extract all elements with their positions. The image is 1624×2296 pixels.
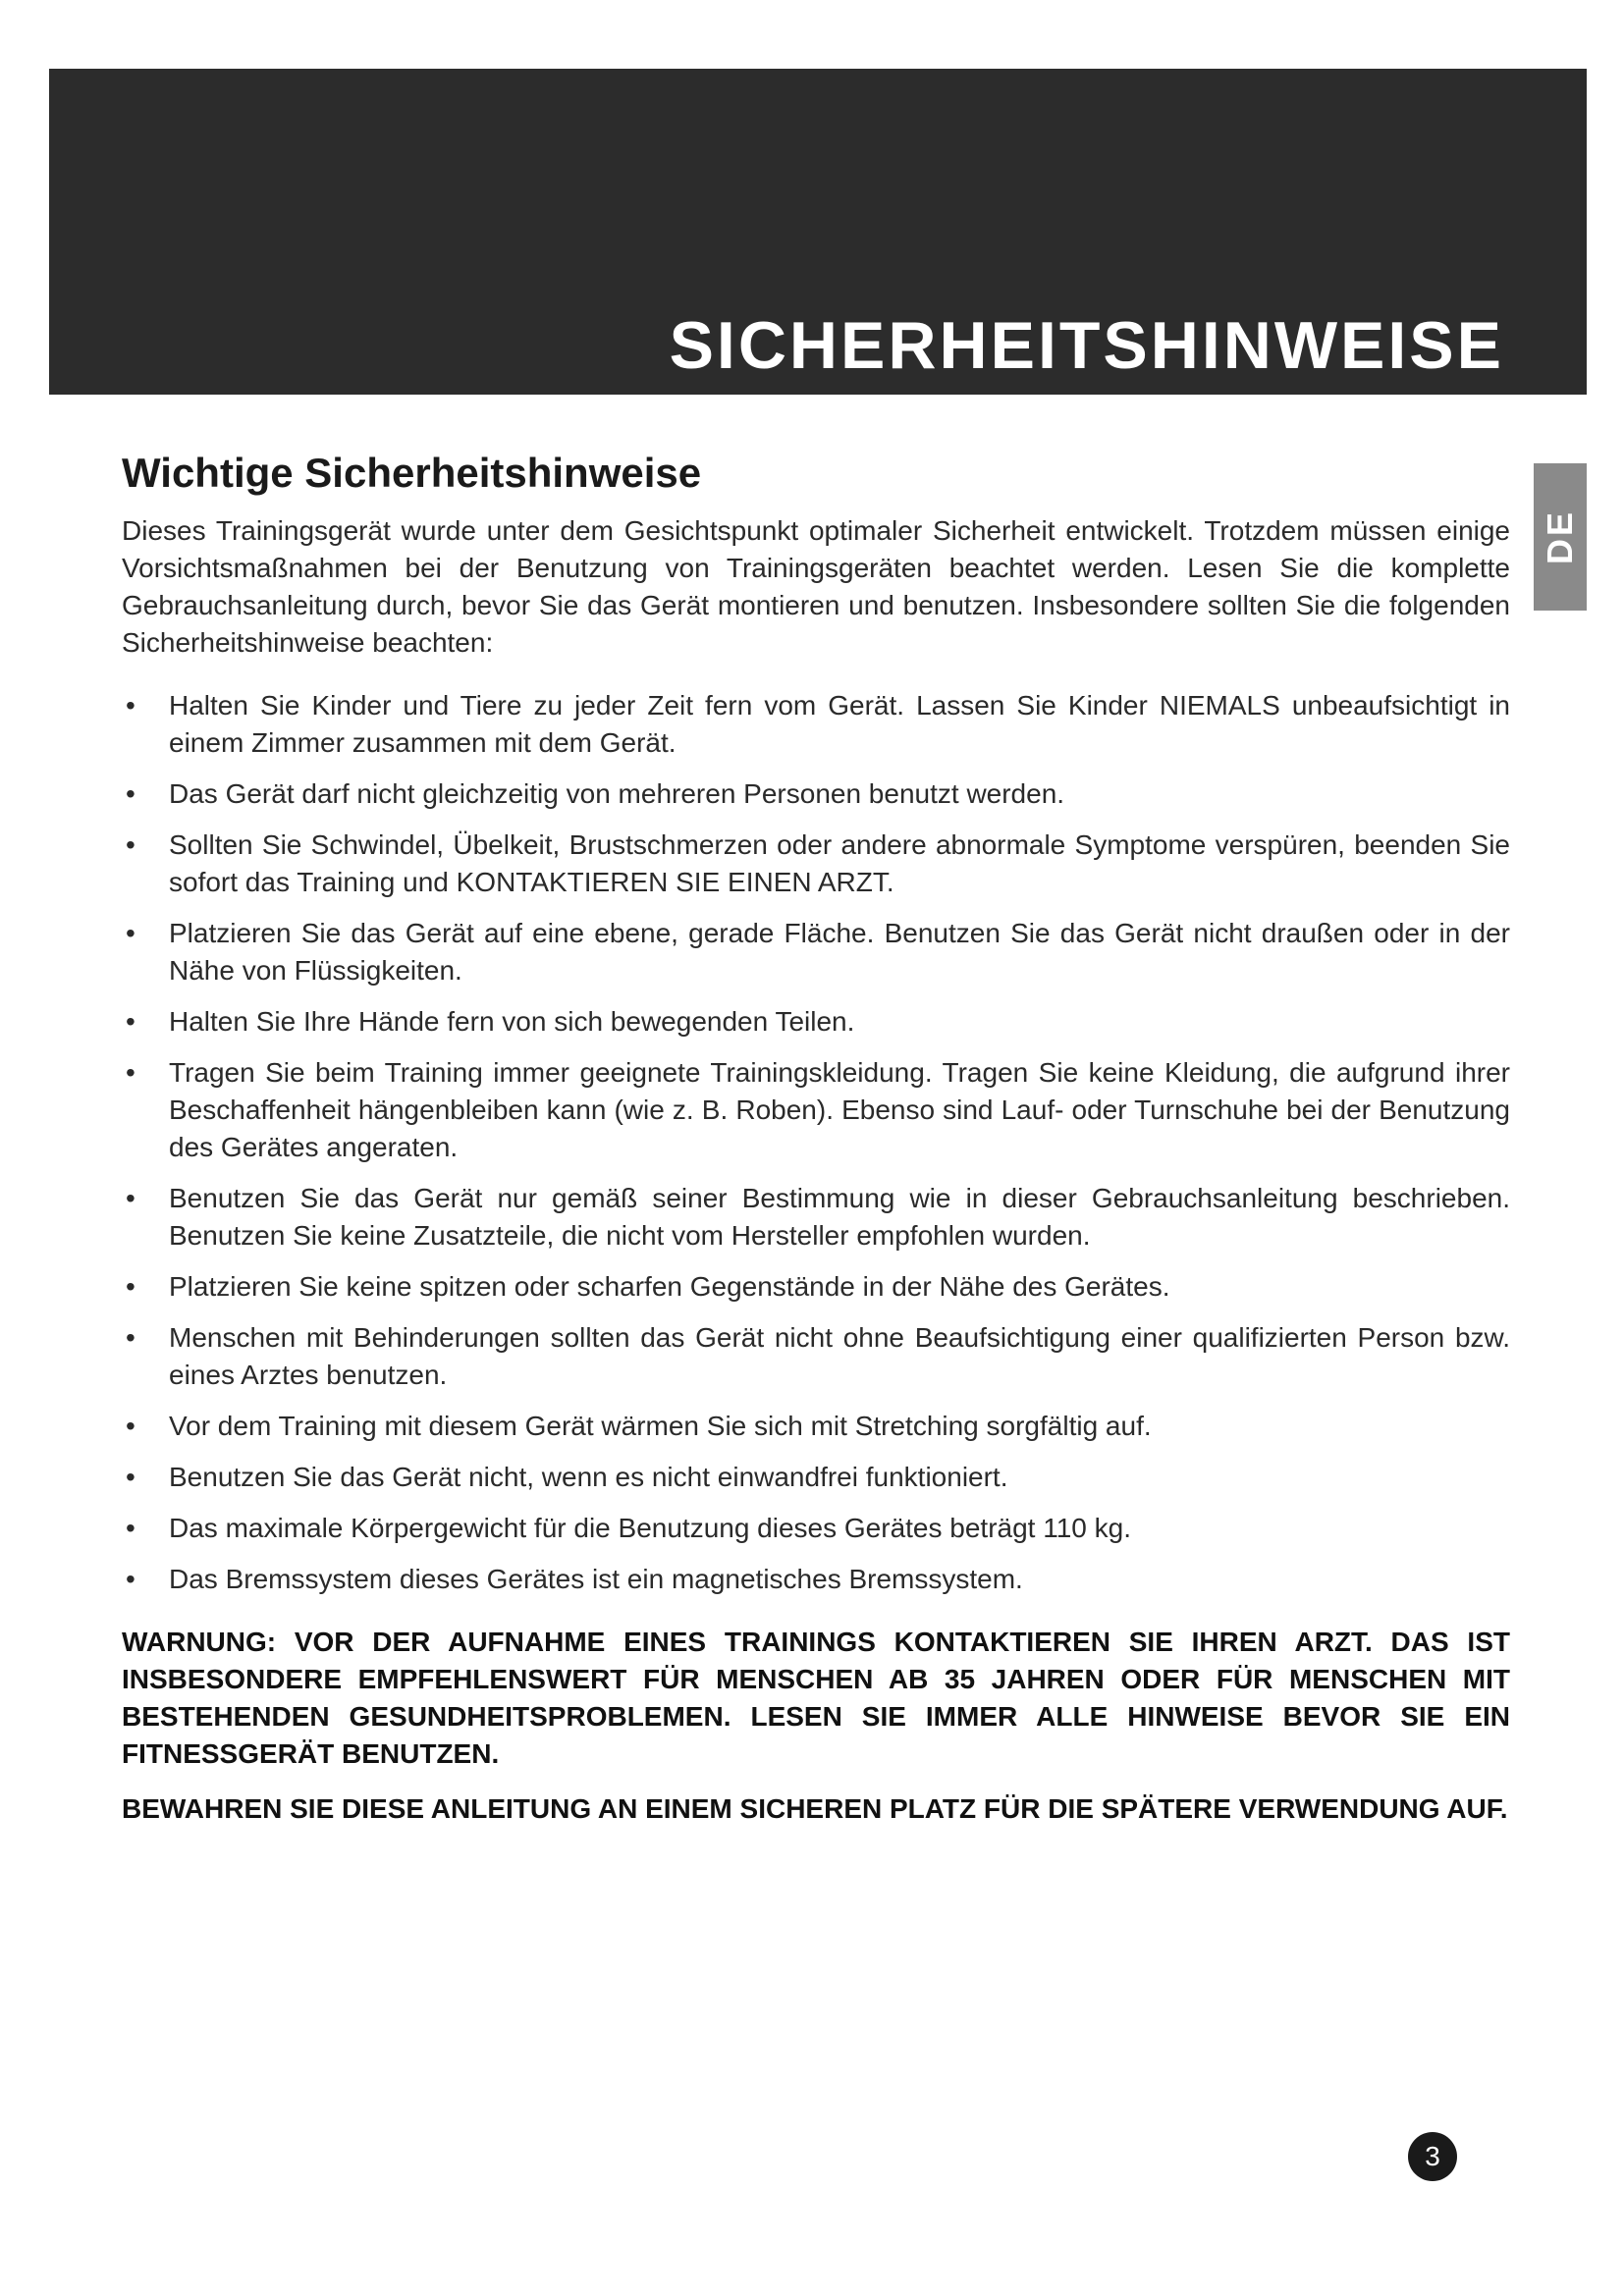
- section-heading: Wichtige Sicherheitshinweise: [122, 450, 702, 496]
- list-item: [122, 915, 1510, 989]
- bullet-icon: •: [126, 829, 135, 860]
- list-item: [122, 1561, 1510, 1598]
- list-item: [122, 1268, 1510, 1306]
- list-item-text: Platzieren Sie keine spitzen oder scharfen Gegenstände in der Nähe des Gerätes.: [169, 1271, 1170, 1302]
- page-number-badge: 3: [1408, 2132, 1457, 2181]
- list-item-text: Sollten Sie Schwindel, Übelkeit, Brustschmerzen oder andere abnormale Symptome verspüren, beenden Sie sofort das Training und KONTAKTIEREN SIE EINEN ARZT.: [169, 829, 1510, 897]
- bullet-icon: •: [126, 1513, 135, 1543]
- list-item: [122, 1003, 1510, 1041]
- bullet-icon: •: [126, 1322, 135, 1353]
- list-item: [122, 1408, 1510, 1445]
- header-band: [49, 69, 1587, 395]
- main-content: [122, 450, 1510, 1828]
- list-item-text: Vor dem Training mit diesem Gerät wärmen Sie sich mit Stretching sorgfältig auf.: [169, 1411, 1152, 1441]
- list-item-text: Tragen Sie beim Training immer geeignete Trainingskleidung. Tragen Sie keine Kleidung, die aufgrund ihrer Beschaffenheit hängenbleiben kann (wie z. B. Roben). Ebenso sind Lauf- oder Turnschuhe bei der Benutzung des Gerätes angeraten.: [169, 1057, 1510, 1162]
- list-item-text: Das Gerät darf nicht gleichzeitig von mehreren Personen benutzt werden.: [169, 778, 1065, 809]
- intro-paragraph: Dieses Trainingsgerät wurde unter dem Gesichtspunkt optimaler Sicherheit entwickelt. Trotzdem müssen einige Vorsichtsmaßnahmen bei der Benutzung von Trainingsgeräten beachtet werden. Lesen Sie die komplette Gebrauchsanleitung durch, bevor Sie das Gerät montieren und benutzen. Insbesondere sollten Sie die folgenden Sicherheitshinweise beachten:: [122, 515, 1510, 658]
- list-item: [122, 1054, 1510, 1166]
- warning-paragraph: WARNUNG: VOR DER AUFNAHME EINES TRAININGS KONTAKTIEREN SIE IHREN ARZT. DAS IST INSBESONDERE EMPFEHLENSWERT FÜR MENSCHEN AB 35 JAHREN ODER FÜR MENSCHEN MIT BESTEHENDEN GESUNDHEITSPROBLEMEN. LESEN SIE IMMER ALLE HINWEISE BEVOR SIE EIN FITNESSGERÄT BENUTZEN.: [122, 1627, 1510, 1769]
- list-item: [122, 827, 1510, 901]
- language-tab-label: DE: [1540, 508, 1581, 565]
- bullet-icon: •: [126, 778, 135, 809]
- list-item-text: Menschen mit Behinderungen sollten das Gerät nicht ohne Beaufsichtigung einer qualifizierten Person bzw. eines Arztes benutzen.: [169, 1322, 1510, 1390]
- list-item-text: Das maximale Körpergewicht für die Benutzung dieses Gerätes beträgt 110 kg.: [169, 1513, 1131, 1543]
- list-item: [122, 775, 1510, 813]
- bullet-icon: •: [126, 1006, 135, 1037]
- list-item: [122, 687, 1510, 762]
- bullet-icon: •: [126, 1271, 135, 1302]
- keep-instructions-note: BEWAHREN SIE DIESE ANLEITUNG AN EINEM SICHEREN PLATZ FÜR DIE SPÄTERE VERWENDUNG AUF.: [122, 1793, 1508, 1824]
- bullet-icon: •: [126, 1183, 135, 1213]
- list-item: [122, 1319, 1510, 1394]
- bullet-icon: •: [126, 1057, 135, 1088]
- language-tab: [1534, 463, 1587, 611]
- bullet-icon: •: [126, 918, 135, 948]
- bullet-icon: •: [126, 1462, 135, 1492]
- list-item: [122, 1180, 1510, 1255]
- page-title: SICHERHEITSHINWEISE: [669, 308, 1504, 383]
- bullet-icon: •: [126, 690, 135, 721]
- safety-list: [122, 687, 1510, 1598]
- list-item-text: Benutzen Sie das Gerät nicht, wenn es nicht einwandfrei funktioniert.: [169, 1462, 1008, 1492]
- bullet-icon: •: [126, 1411, 135, 1441]
- bullet-icon: •: [126, 1564, 135, 1594]
- list-item-text: Platzieren Sie das Gerät auf eine ebene, gerade Fläche. Benutzen Sie das Gerät nicht draußen oder in der Nähe von Flüssigkeiten.: [169, 918, 1510, 986]
- list-item-text: Das Bremssystem dieses Gerätes ist ein magnetisches Bremssystem.: [169, 1564, 1023, 1594]
- list-item: [122, 1510, 1510, 1547]
- list-item: [122, 1459, 1510, 1496]
- list-item-text: Halten Sie Ihre Hände fern von sich bewegenden Teilen.: [169, 1006, 855, 1037]
- list-item-text: Halten Sie Kinder und Tiere zu jeder Zeit fern vom Gerät. Lassen Sie Kinder NIEMALS unbeaufsichtigt in einem Zimmer zusammen mit dem Gerät.: [169, 690, 1510, 758]
- list-item-text: Benutzen Sie das Gerät nur gemäß seiner Bestimmung wie in dieser Gebrauchsanleitung beschrieben. Benutzen Sie keine Zusatzteile, die nicht vom Hersteller empfohlen wurden.: [169, 1183, 1510, 1251]
